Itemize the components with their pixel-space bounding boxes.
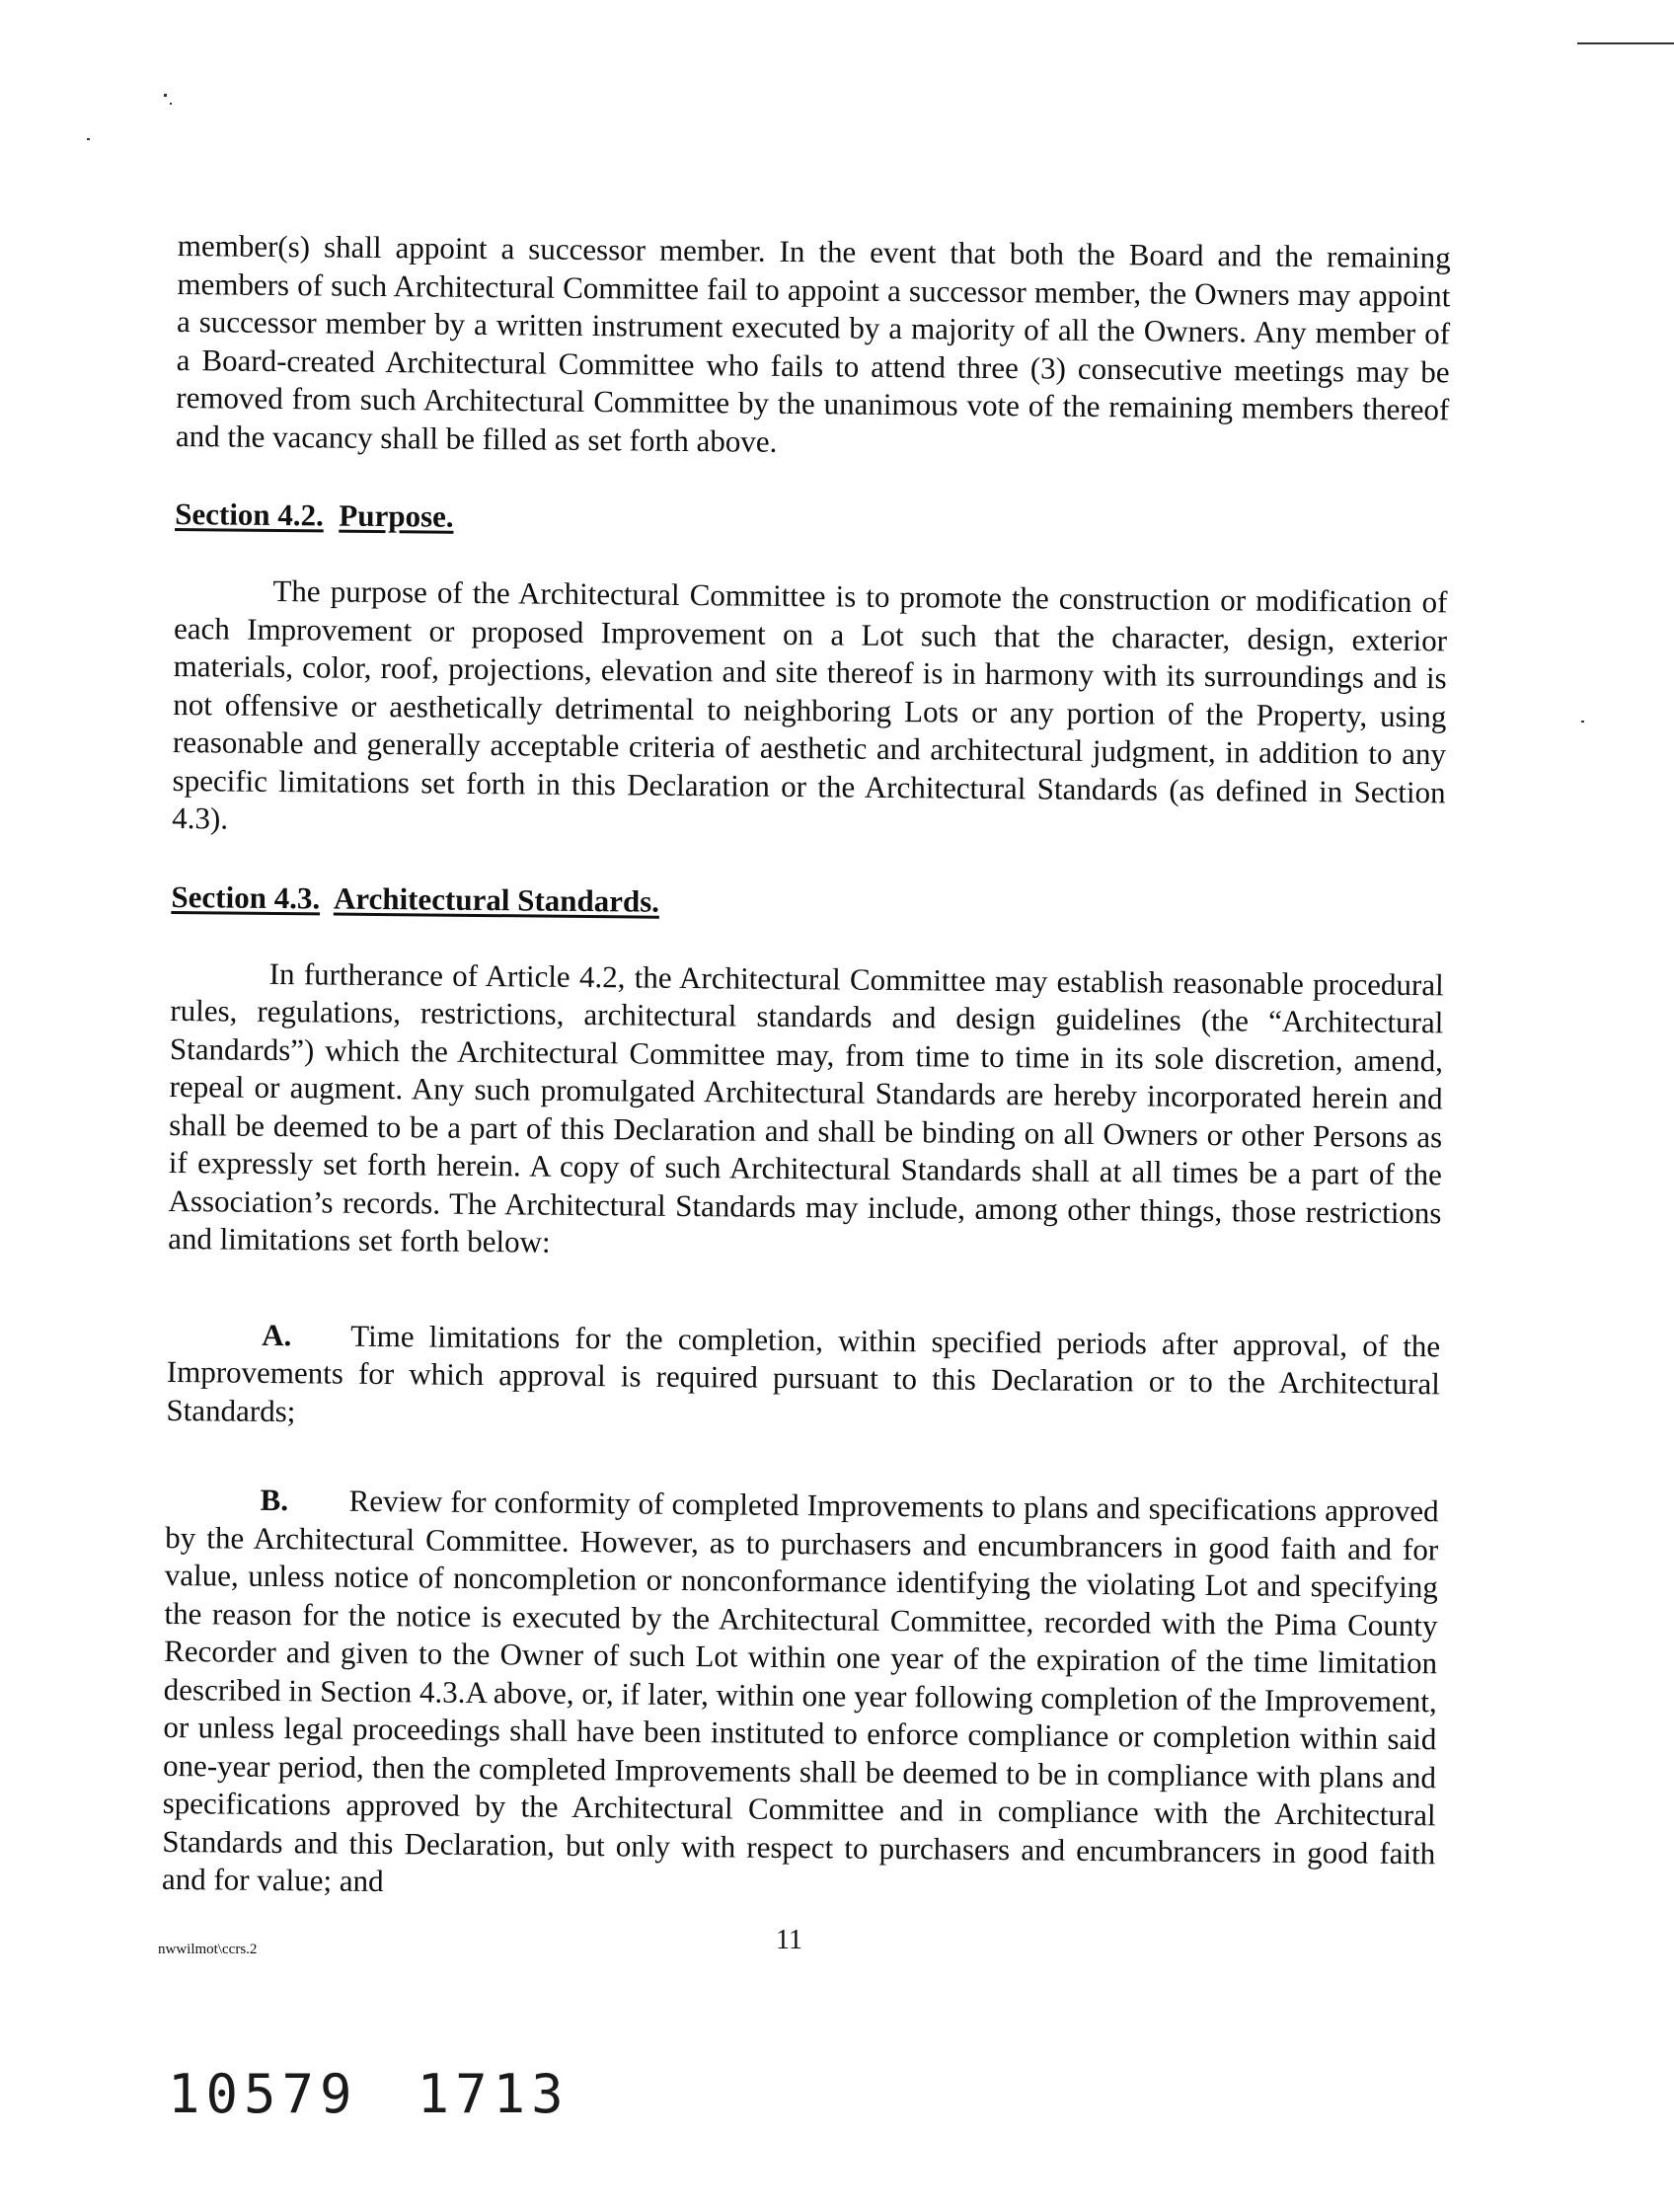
- recording-page: 1713: [417, 2063, 570, 2125]
- document-page: [162, 227, 1451, 1911]
- item-letter: A.: [262, 1317, 292, 1352]
- section-4-2-body: The purpose of the Architectural Committee is to promote the construction or modification of each Improvement or proposed Improvement on a Lot such that the character, design, exterior materials, color, roof, projections, elevation and site thereof is in harmony with its surroundings and is not offensive or aesthetically detrimental to neighboring Lots or any portion of the Property, using reasonable and generally acceptable criteria of aesthetic and architectural judgment, in addition to any specific limitations set forth in this Declaration or the Architectural Standards (as defined in Section 4.3).: [172, 572, 1448, 836]
- scan-speck: [87, 138, 90, 140]
- recording-docket: 10579: [168, 2063, 358, 2125]
- standard-item-b: [162, 1481, 1439, 1911]
- item-text: Review for conformity of completed Improvements to plans and specifications approved by the Architectural Committee. However, as to purchasers and encumbrancers in good faith and for value, unless notice of noncompletion or nonconformance identifying the violating Lot and specifying the reason for the notice is executed by the Architectural Committee, recorded with the Pima County Recorder and given to the Owner of such Lot within one year of the expiration of the time limitation described in Section 4.3.A above, or, if later, within one year following completion of the Improvement, or unless legal proceedings shall have been instituted to enforce compliance or completion within said one-year period, then the completed Improvements shall be deemed to be in compliance with plans and specifications approved by the Architectural Committee and in compliance with the Architectural Standards and this Declaration, but only with respect to purchasers and encumbrancers in good faith and for value; and: [161, 1483, 1439, 1899]
- page-number: 11: [776, 1925, 802, 1955]
- scan-line-top-right: [1577, 42, 1674, 44]
- recording-stamp: [168, 2063, 570, 2125]
- scan-speck: [1581, 721, 1584, 723]
- section-4-2-title: Purpose.: [339, 497, 454, 534]
- item-letter: B.: [260, 1482, 289, 1518]
- section-4-3-body: In furtherance of Article 4.2, the Architectural Committee may establish reasonable procedural rules, regulations, restrictions, architectural standards and design guidelines (the “Architectural Standards”) which the Architectural Committee may, from time to time in its sole discretion, amend, repeal or augment. Any such promulgated Architectural Standards are hereby incorporated herein and shall be deemed to be a part of this Declaration and shall be binding on all Owners or other Persons as if expressly set forth herein. A copy of such Architectural Standards shall at all times be a part of the Association’s records. The Architectural Standards may include, among other things, those restrictions and limitations set forth below:: [167, 955, 1444, 1259]
- section-4-2-number: Section 4.2.: [175, 496, 325, 533]
- scan-speck: [170, 103, 172, 105]
- standard-item-a: [166, 1315, 1440, 1441]
- scan-speck: [164, 94, 167, 97]
- section-4-3-heading: [171, 878, 1444, 926]
- section-4-3-title: Architectural Standards.: [333, 880, 660, 919]
- opening-paragraph: member(s) shall appoint a successor member. In the event that both the Board and the remaining members of such Architectural Committee fail to appoint a successor member, the Owners may appoint a successor member by a written instrument executed by a majority of all the Owners. Any member of a Board-created Architectural Committee who fails to attend three (3) consecutive meetings may be removed from such Architectural Committee by the unanimous vote of the remaining members thereof and the vacancy shall be filled as set forth above.: [175, 227, 1451, 459]
- section-4-2-heading: [175, 496, 1448, 544]
- file-reference: nwwilmot\ccrs.2: [158, 1942, 258, 1957]
- item-text: Time limitations for the completion, within specified periods after approval, of the Improvements for which approval is required pursuant to this Declaration or to the Architectural Standards;: [166, 1318, 1441, 1428]
- section-4-3-number: Section 4.3.: [171, 878, 321, 915]
